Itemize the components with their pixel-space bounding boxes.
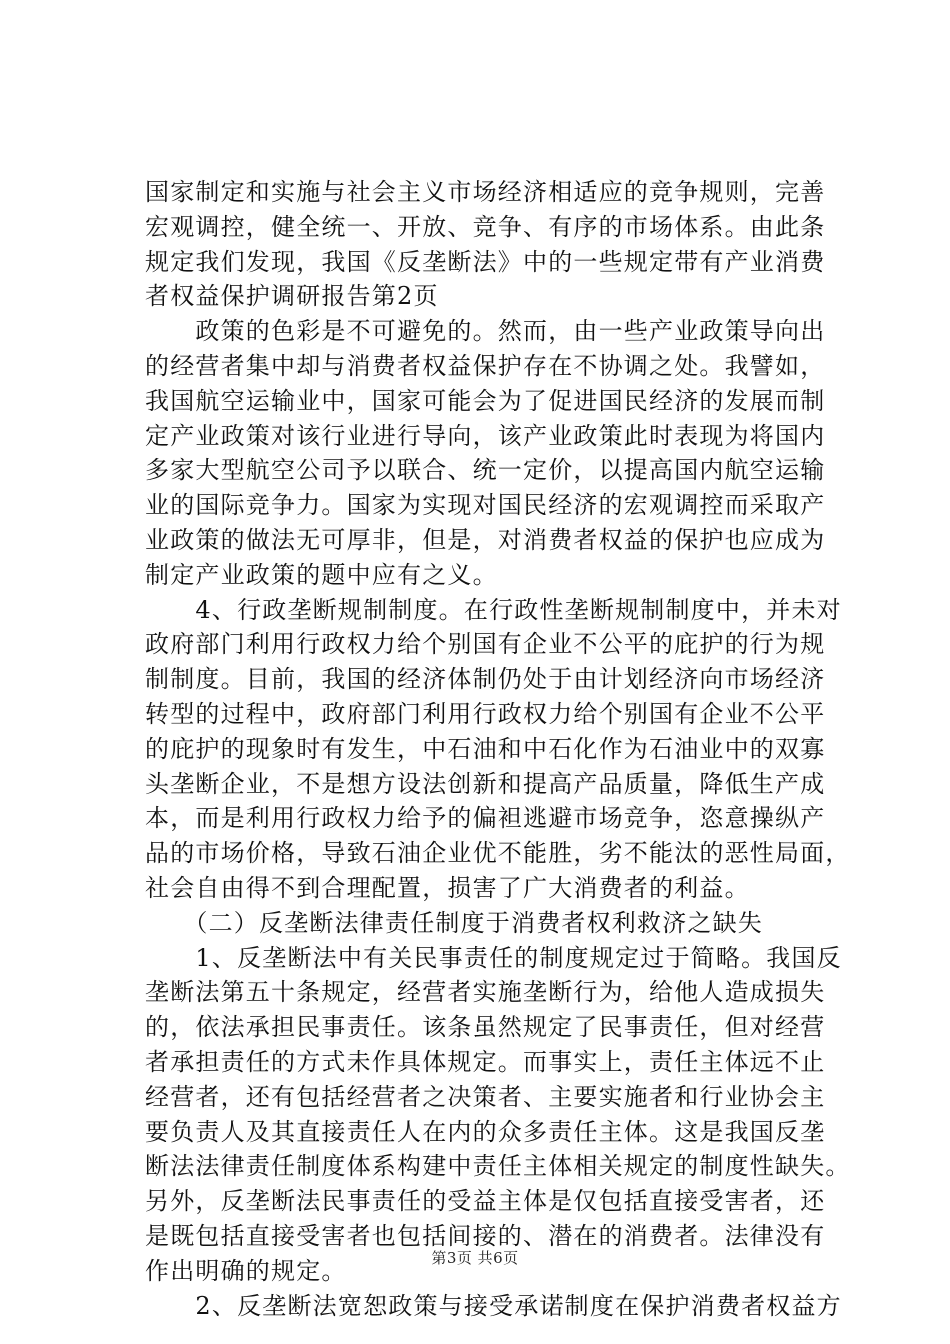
text-line: 要负责人及其直接责任人在内的众多责任主体。这是我国反垄 xyxy=(145,1117,826,1146)
text-line: 政策的色彩是不可避免的。然而，由一些产业政策导向出 xyxy=(145,317,826,346)
text-line: 品的市场价格，导致石油企业优不能胜，劣不能汰的恶性局面， xyxy=(145,839,851,868)
text-line: 者权益保护调研报告第2页 xyxy=(145,282,439,311)
text-line: 的庇护的现象时有发生，中石油和中石化作为石油业中的双寡 xyxy=(145,734,826,763)
text-line: 经营者，还有包括经营者之决策者、主要实施者和行业协会主 xyxy=(145,1082,826,1111)
text-line: 是既包括直接受害者也包括间接的、潜在的消费者。法律没有 xyxy=(145,1221,826,1250)
text-line: 制定产业政策的题中应有之义。 xyxy=(145,560,498,589)
text-line: 宏观调控，健全统一、开放、竞争、有序的市场体系。由此条 xyxy=(145,212,826,241)
text-line: 本，而是利用行政权力给予的偏袒逃避市场竞争，恣意操纵产 xyxy=(145,804,826,833)
text-line: 转型的过程中，政府部门利用行政权力给个别国有企业不公平 xyxy=(145,699,826,728)
text-line: 规定我们发现，我国《反垄断法》中的一些规定带有产业消费 xyxy=(145,247,826,276)
text-line: 业政策的做法无可厚非，但是，对消费者权益的保护也应成为 xyxy=(145,525,826,554)
text-line: 制制度。目前，我国的经济体制仍处于由计划经济向市场经济 xyxy=(145,665,826,694)
text-line: 2、反垄断法宽恕政策与接受承诺制度在保护消费者权益方 xyxy=(145,1291,842,1320)
section-heading: （二）反垄断法律责任制度于消费者权利救济之缺失 xyxy=(145,908,763,937)
text-line: 的，依法承担民事责任。该条虽然规定了民事责任，但对经营 xyxy=(145,1013,826,1042)
page-footer: 第3页 共6页 xyxy=(431,1249,519,1267)
text-line: 者承担责任的方式未作具体规定。而事实上，责任主体远不止 xyxy=(145,1047,826,1076)
text-line: 作出明确的规定。 xyxy=(145,1256,347,1285)
text-line: 政府部门利用行政权力给个别国有企业不公平的庇护的行为规 xyxy=(145,630,826,659)
body-text xyxy=(145,175,851,1323)
text-line: 垄断法第五十条规定，经营者实施垄断行为，给他人造成损失 xyxy=(145,978,826,1007)
text-line: 另外，反垄断法民事责任的受益主体是仅包括直接受害者，还 xyxy=(145,1187,826,1216)
text-line: 社会自由得不到合理配置，损害了广大消费者的利益。 xyxy=(145,873,750,902)
text-line: 的经营者集中却与消费者权益保护存在不协调之处。我譬如， xyxy=(145,351,826,380)
text-line: 头垄断企业，不是想方设法创新和提高产品质量，降低生产成 xyxy=(145,769,826,798)
text-line: 断法法律责任制度体系构建中责任主体相关规定的制度性缺失。 xyxy=(145,1152,851,1181)
text-line: 我国航空运输业中，国家可能会为了促进国民经济的发展而制 xyxy=(145,386,826,415)
text-line: 多家大型航空公司予以联合、统一定价，以提高国内航空运输 xyxy=(145,456,826,485)
text-line: 1、反垄断法中有关民事责任的制度规定过于简略。我国反 xyxy=(145,943,842,972)
text-line: 定产业政策对该行业进行导向，该产业政策此时表现为将国内 xyxy=(145,421,826,450)
text-line: 4、行政垄断规制制度。在行政性垄断规制制度中，并未对 xyxy=(145,595,842,624)
text-line: 业的国际竞争力。国家为实现对国民经济的宏观调控而采取产 xyxy=(145,491,826,520)
text-line: 国家制定和实施与社会主义市场经济相适应的竞争规则，完善 xyxy=(145,178,826,206)
